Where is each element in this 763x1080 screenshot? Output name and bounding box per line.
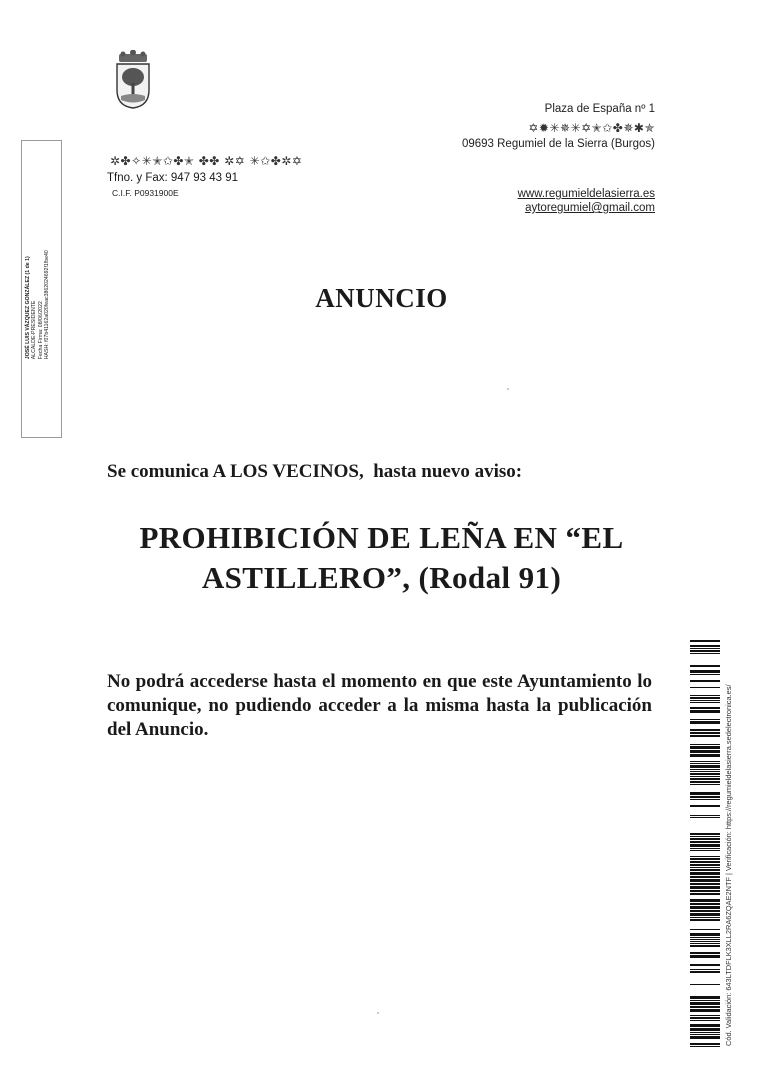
barcode-bar — [690, 805, 720, 807]
validation-barcode — [690, 640, 720, 1048]
barcode-bar — [690, 1046, 720, 1047]
barcode-bar — [690, 872, 720, 875]
barcode-bar — [690, 761, 720, 762]
barcode-bar — [690, 776, 720, 777]
barcode-bar — [690, 943, 720, 944]
barcode-bar — [690, 784, 720, 785]
barcode-bar — [690, 778, 720, 780]
barcode-bar — [690, 792, 720, 795]
email-link[interactable]: aytoregumiel@gmail.com — [525, 202, 655, 214]
barcode-bar — [690, 674, 720, 675]
barcode-bar — [690, 903, 720, 905]
announcement-intro: Se comunica A LOS VECINOS, hasta nuevo aviso: — [107, 461, 523, 482]
barcode-bar — [690, 1015, 720, 1016]
barcode-bar — [690, 1028, 720, 1031]
barcode-bar — [690, 702, 720, 703]
barcode-bar — [690, 838, 720, 840]
barcode-bar — [690, 729, 720, 731]
barcode-bar — [690, 735, 720, 737]
address-city: 09693 Regumiel de la Sierra (Burgos) — [461, 138, 655, 150]
barcode-bar — [690, 645, 720, 647]
barcode-bar — [690, 707, 720, 709]
barcode-bar — [690, 650, 720, 652]
barcode-bar — [690, 876, 720, 878]
header-decoration: ✲✤✧✳✭✩✤✭ ✤✤ ✲✡ ✳✩✤✲✡ — [110, 154, 303, 168]
barcode-bar — [690, 721, 720, 724]
barcode-bar — [690, 640, 720, 642]
barcode-bar — [690, 869, 720, 871]
barcode-bar — [690, 732, 720, 734]
barcode-bar — [690, 879, 720, 882]
barcode-bar — [690, 984, 720, 985]
barcode-bar — [690, 1006, 720, 1008]
barcode-bar — [690, 680, 720, 682]
barcode-bar — [690, 796, 720, 798]
municipal-crest-logo — [113, 50, 153, 110]
barcode-bar — [690, 746, 720, 749]
signature-date: Fecha Firma: 08/06/2022 — [37, 301, 44, 359]
barcode-bar — [690, 867, 720, 868]
barcode-bar — [690, 1017, 720, 1019]
barcode-bar — [690, 815, 720, 816]
cif-number: C.I.F. P0931900E — [112, 188, 179, 198]
barcode-bar — [690, 1000, 720, 1001]
barcode-bar — [690, 844, 720, 847]
barcode-bar — [690, 1020, 720, 1021]
barcode-bar — [690, 765, 720, 768]
barcode-bar — [690, 964, 720, 966]
barcode-bar — [690, 1002, 720, 1005]
barcode-bar — [690, 653, 720, 654]
barcode-bar — [690, 687, 720, 688]
barcode-bar — [690, 939, 720, 940]
signer-role: ALCALDE-PRESIDENTE — [31, 300, 38, 359]
barcode-bar — [690, 906, 720, 909]
barcode-bar — [690, 817, 720, 818]
barcode-bar — [690, 1043, 720, 1045]
barcode-bar — [690, 917, 720, 918]
barcode-bar — [690, 913, 720, 916]
barcode-bar — [690, 710, 720, 713]
address-street: Plaza de España nº 1 — [544, 103, 655, 115]
barcode-bar — [690, 744, 720, 745]
phone-fax: Tfno. y Fax: 947 93 43 91 — [107, 172, 239, 184]
website-link[interactable]: www.regumieldelasierra.es — [517, 188, 655, 200]
barcode-bar — [690, 941, 720, 942]
barcode-bar — [690, 769, 720, 770]
barcode-bar — [690, 773, 720, 775]
barcode-bar — [690, 771, 720, 772]
barcode-bar — [690, 929, 720, 930]
barcode-bar — [690, 1036, 720, 1039]
barcode-bar — [690, 969, 720, 970]
barcode-bar — [690, 719, 720, 720]
barcode-bar — [690, 697, 720, 699]
barcode-bar — [690, 841, 720, 843]
barcode-bar — [690, 899, 720, 902]
signer-name: JOSÉ LUIS VÁZQUEZ GONZÁLEZ (1 de 1) — [25, 256, 31, 359]
barcode-bar — [690, 952, 720, 954]
barcode-bar — [690, 858, 720, 860]
barcode-bar — [690, 833, 720, 835]
signature-text — [25, 149, 50, 359]
barcode-bar — [690, 1034, 720, 1035]
barcode-bar — [690, 1009, 720, 1012]
announcement-body: No podrá accederse hasta el momento en que este Ayuntamiento lo comunique, no pudiendo acceder a la misma hasta la publicación del Anuncio. — [107, 671, 652, 740]
barcode-bar — [690, 700, 720, 701]
barcode-bar — [690, 763, 720, 764]
barcode-bar — [690, 919, 720, 921]
document-title: ANUNCIO — [315, 283, 448, 313]
barcode-bar — [690, 861, 720, 863]
barcode-bar — [690, 1032, 720, 1033]
barcode-bar — [690, 955, 720, 958]
barcode-bar — [690, 910, 720, 912]
announcement-headline: PROHIBICIÓN DE LEÑA EN “EL ASTILLERO”, (Rodal 91) — [139, 520, 624, 595]
barcode-bar — [690, 670, 720, 673]
scan-speck — [507, 388, 509, 390]
barcode-bar — [690, 856, 720, 857]
barcode-bar — [690, 996, 720, 999]
scan-speck — [377, 1012, 379, 1014]
barcode-bar — [690, 750, 720, 753]
barcode-bar — [690, 799, 720, 800]
barcode-bar — [690, 848, 720, 849]
barcode-bar — [690, 648, 720, 649]
barcode-bar — [690, 883, 720, 885]
barcode-bar — [690, 886, 720, 889]
barcode-bar — [690, 836, 720, 837]
barcode-bar — [690, 695, 720, 696]
barcode-bar — [690, 665, 720, 667]
barcode-bar — [690, 945, 720, 947]
barcode-bar — [690, 864, 720, 866]
barcode-bar — [690, 890, 720, 892]
barcode-bar — [690, 971, 720, 973]
address-decoration: ✡✹✳✵✳✡✭✩✤✵✱✯ — [528, 121, 655, 135]
barcode-bar — [690, 937, 720, 938]
barcode-bar — [690, 1024, 720, 1027]
barcode-bar — [690, 893, 720, 895]
barcode-bar — [690, 781, 720, 783]
verification-text: Cód. Validación: 643LTDFLK3XLL2RA6ZQAE2NTF | Verificación: https://regumieldelasierra.sedelectronica.es/ — [724, 684, 733, 1046]
barcode-bar — [690, 754, 720, 757]
barcode-bar — [690, 933, 720, 936]
barcode-bar — [690, 850, 720, 851]
signature-hash: HASH: f07b41162a020feac3862024692f1fbe40 — [43, 250, 50, 359]
